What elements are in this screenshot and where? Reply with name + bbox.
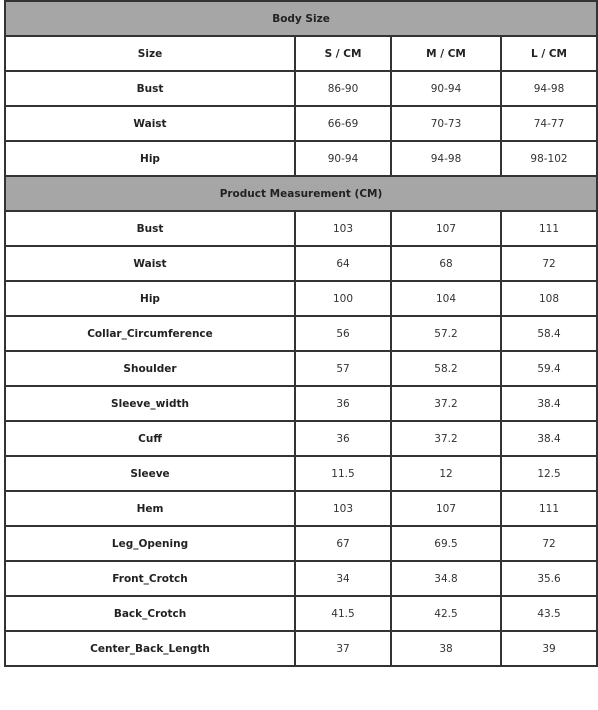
size-chart-body <box>5 1 597 666</box>
body-size-label: Bust <box>5 71 295 106</box>
measurement-value-m: 37.2 <box>391 421 501 456</box>
measurement-value-l: 72 <box>501 246 597 281</box>
measurement-value-m: 104 <box>391 281 501 316</box>
body-size-value-m: 70-73 <box>391 106 501 141</box>
measurement-value-l: 12.5 <box>501 456 597 491</box>
measurement-value-l: 108 <box>501 281 597 316</box>
measurement-label: Sleeve <box>5 456 295 491</box>
body-size-row <box>5 141 597 176</box>
measurement-value-m: 37.2 <box>391 386 501 421</box>
measurement-row <box>5 351 597 386</box>
product-measurement-title: Product Measurement (CM) <box>5 176 597 211</box>
measurement-value-l: 35.6 <box>501 561 597 596</box>
measurement-row <box>5 526 597 561</box>
measurement-value-l: 39 <box>501 631 597 666</box>
measurement-value-l: 38.4 <box>501 421 597 456</box>
measurement-row <box>5 316 597 351</box>
size-header-m: M / CM <box>391 36 501 71</box>
size-header-row <box>5 36 597 71</box>
body-size-value-l: 98-102 <box>501 141 597 176</box>
measurement-value-s: 67 <box>295 526 391 561</box>
size-header-s: S / CM <box>295 36 391 71</box>
measurement-label: Collar_Circumference <box>5 316 295 351</box>
measurement-row <box>5 421 597 456</box>
measurement-value-l: 111 <box>501 211 597 246</box>
measurement-value-m: 42.5 <box>391 596 501 631</box>
measurement-value-m: 38 <box>391 631 501 666</box>
measurement-label: Back_Crotch <box>5 596 295 631</box>
body-size-value-l: 74-77 <box>501 106 597 141</box>
measurement-label: Sleeve_width <box>5 386 295 421</box>
measurement-row <box>5 386 597 421</box>
measurement-label: Shoulder <box>5 351 295 386</box>
body-size-value-s: 66-69 <box>295 106 391 141</box>
body-size-section-row <box>5 1 597 36</box>
measurement-row <box>5 211 597 246</box>
measurement-row <box>5 456 597 491</box>
body-size-title: Body Size <box>5 1 597 36</box>
measurement-label: Bust <box>5 211 295 246</box>
body-size-value-s: 90-94 <box>295 141 391 176</box>
measurement-value-s: 103 <box>295 211 391 246</box>
body-size-label: Hip <box>5 141 295 176</box>
measurement-label: Hip <box>5 281 295 316</box>
measurement-label: Center_Back_Length <box>5 631 295 666</box>
measurement-value-m: 69.5 <box>391 526 501 561</box>
body-size-value-l: 94-98 <box>501 71 597 106</box>
measurement-label: Hem <box>5 491 295 526</box>
body-size-row <box>5 106 597 141</box>
measurement-row <box>5 246 597 281</box>
measurement-value-m: 107 <box>391 211 501 246</box>
measurement-value-m: 34.8 <box>391 561 501 596</box>
body-size-row <box>5 71 597 106</box>
measurement-value-m: 68 <box>391 246 501 281</box>
measurement-value-l: 59.4 <box>501 351 597 386</box>
measurement-value-s: 100 <box>295 281 391 316</box>
measurement-value-s: 41.5 <box>295 596 391 631</box>
measurement-value-s: 11.5 <box>295 456 391 491</box>
measurement-value-l: 72 <box>501 526 597 561</box>
body-size-value-m: 94-98 <box>391 141 501 176</box>
measurement-value-s: 34 <box>295 561 391 596</box>
measurement-value-s: 37 <box>295 631 391 666</box>
measurement-row <box>5 596 597 631</box>
body-size-label: Waist <box>5 106 295 141</box>
measurement-value-s: 36 <box>295 386 391 421</box>
measurement-value-s: 36 <box>295 421 391 456</box>
measurement-row <box>5 631 597 666</box>
measurement-value-l: 43.5 <box>501 596 597 631</box>
measurement-label: Cuff <box>5 421 295 456</box>
measurement-value-m: 58.2 <box>391 351 501 386</box>
measurement-value-l: 111 <box>501 491 597 526</box>
product-measurement-section-row <box>5 176 597 211</box>
measurement-label: Front_Crotch <box>5 561 295 596</box>
size-chart-table <box>4 0 598 667</box>
body-size-value-s: 86-90 <box>295 71 391 106</box>
measurement-value-s: 64 <box>295 246 391 281</box>
measurement-row <box>5 491 597 526</box>
measurement-value-m: 107 <box>391 491 501 526</box>
size-header-l: L / CM <box>501 36 597 71</box>
measurement-row <box>5 281 597 316</box>
measurement-value-s: 56 <box>295 316 391 351</box>
size-header-label: Size <box>5 36 295 71</box>
measurement-value-l: 38.4 <box>501 386 597 421</box>
measurement-label: Waist <box>5 246 295 281</box>
measurement-value-s: 103 <box>295 491 391 526</box>
measurement-label: Leg_Opening <box>5 526 295 561</box>
measurement-value-m: 12 <box>391 456 501 491</box>
measurement-value-l: 58.4 <box>501 316 597 351</box>
measurement-row <box>5 561 597 596</box>
measurement-value-s: 57 <box>295 351 391 386</box>
body-size-value-m: 90-94 <box>391 71 501 106</box>
measurement-value-m: 57.2 <box>391 316 501 351</box>
